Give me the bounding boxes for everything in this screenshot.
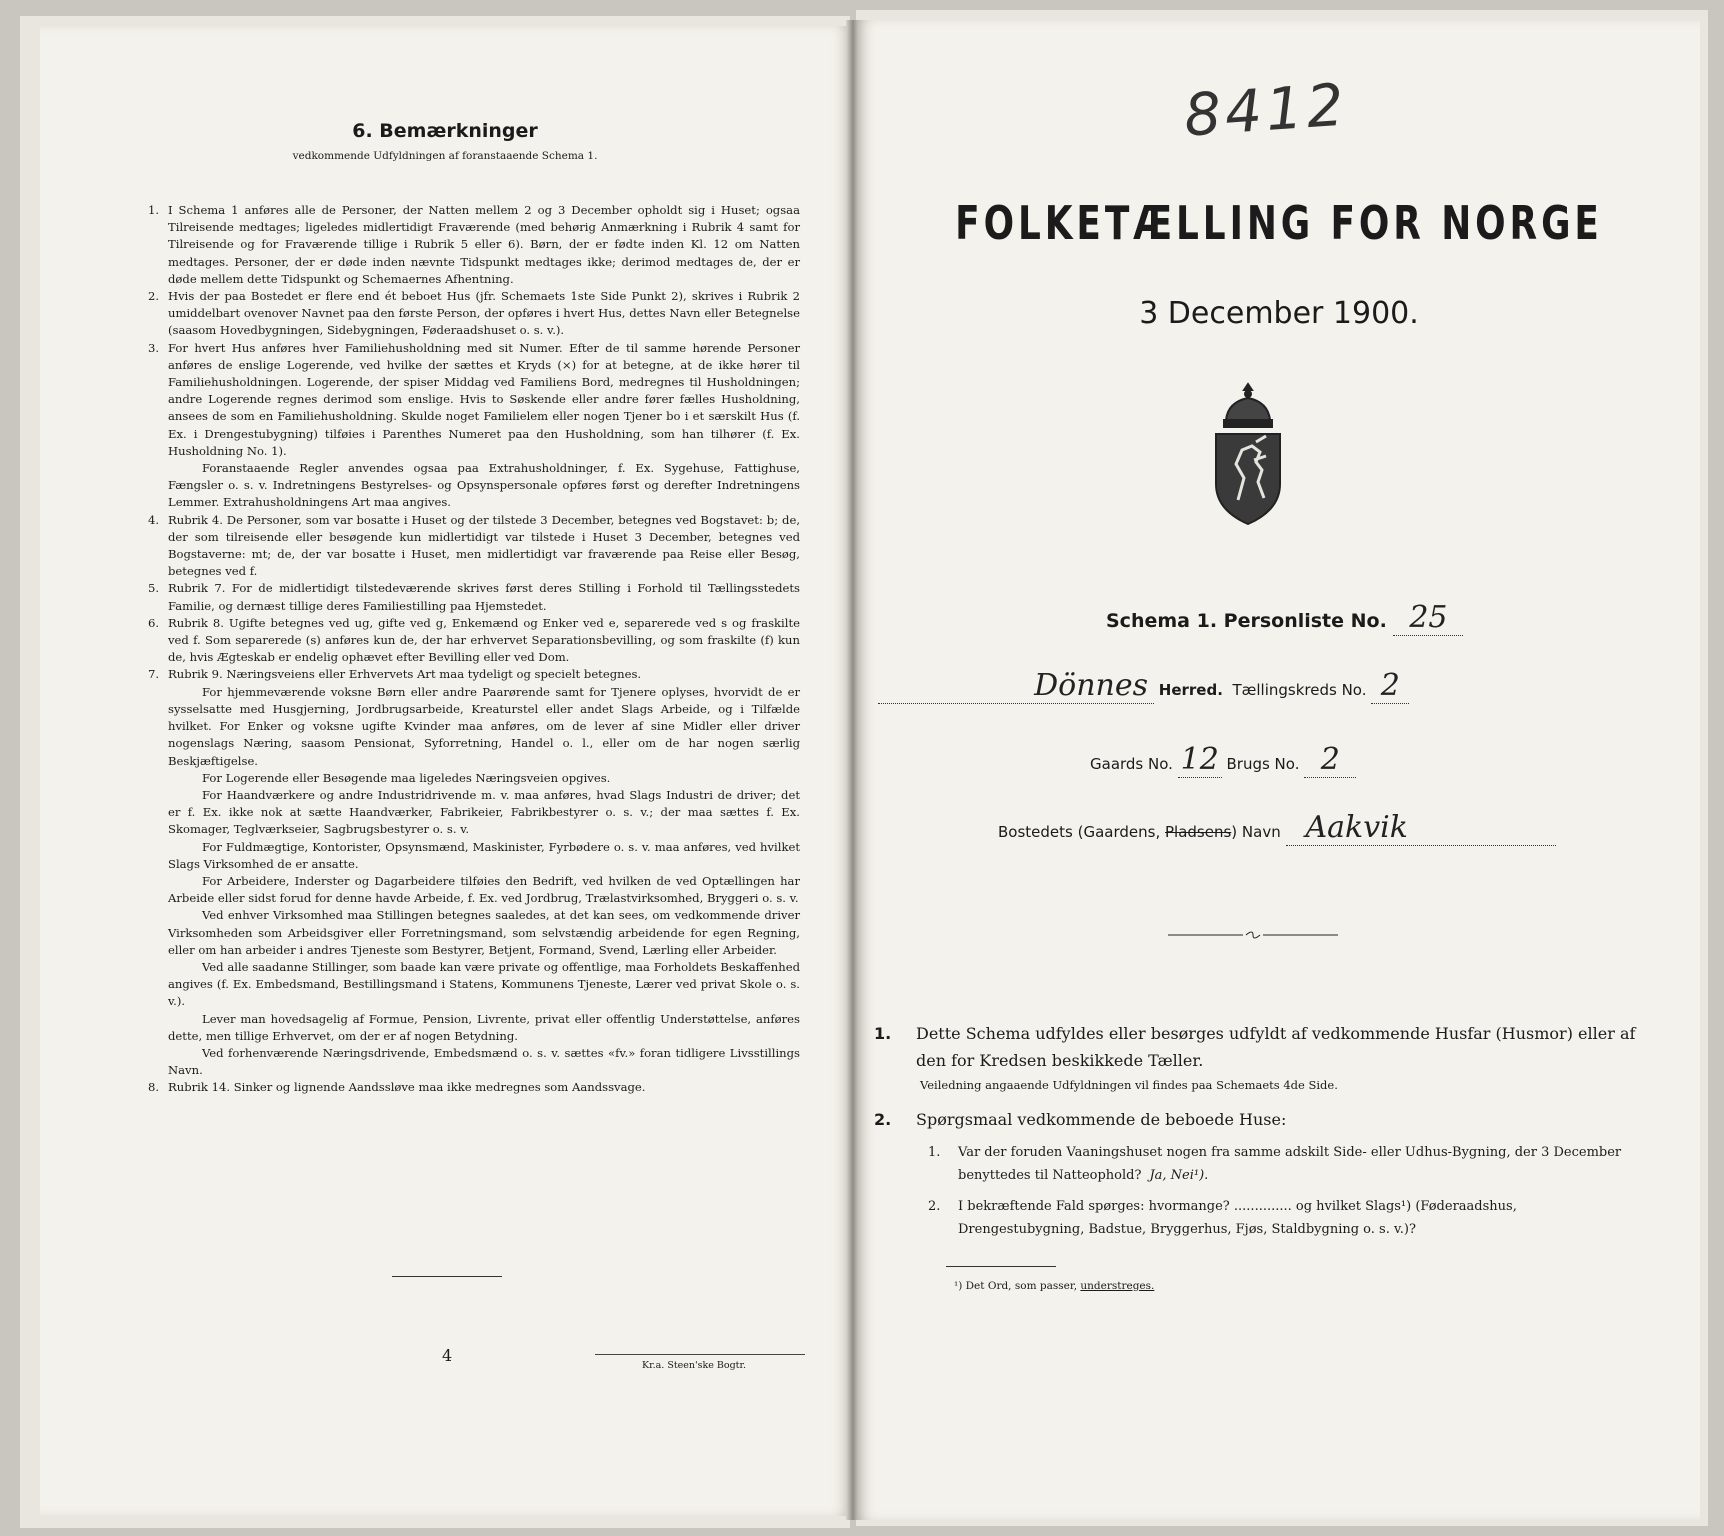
footnote [954,1280,1154,1292]
remark-number: 5. [148,581,160,596]
bosted-field[interactable] [1286,810,1556,846]
remark-item [150,288,800,340]
remark-item [150,615,800,667]
remark-number: 1. [148,203,160,217]
handwritten-archive-number: 8412 [1181,70,1350,150]
norway-coat-of-arms-icon [1198,380,1298,530]
answer-options[interactable]: Ja, Nei¹). [1149,1168,1209,1183]
remark-paragraph: For hjemmeværende voksne Børn eller andre Paarørende samt for Tjenere oplyses, hvorvidt de er sysselsatte med Husgjerning, Jordbrugsarbeide, Kreaturstel eller andet Slags Arbeide, og i Tilfælde hvilket. For Enker og voksne ugifte Kvinder maa anføres, om de lever af sine Midler eller driver nogenslags Næring, saasom Pensionat, Syforretning, Handel o. l., eller om de har nogen særlig Beskjæftigelse. [168,684,800,768]
brugs-label: Brugs No. [1226,755,1300,773]
right-page [858,20,1700,1520]
remark-paragraph: Foranstaaende Regler anvendes ogsaa paa Extrahusholdninger, f. Ex. Sygehuse, Fattighuse, Fængsler o. s. v. Indretningens Bestyrelses- og Opsynspersonale opføres først og derefter Indretningens Lemmer. Extrahusholdningens Art maa angives. [168,461,800,510]
remark-paragraph: Hvis der paa Bostedet er flere end ét beboet Hus (jfr. Schemaets 1ste Side Punkt 2), skrives i Rubrik 2 umiddelbart ovenover Navnet paa den første Person, der opføres i hvert Hus, dettes Navn eller Betegnelse (saasom Hovedbygningen, Sidebygningen, Føderaadshuset o. s. v.). [168,289,800,338]
remarks-title: 6. Bemærkninger [352,120,538,142]
remark-number: 6. [148,615,160,630]
schema-line [1106,600,1463,636]
printer-imprint: Kr.a. Steen'ske Bogtr. [642,1360,747,1371]
question-item [874,1195,1644,1241]
remark-item [150,512,800,581]
herred-label: Herred. [1158,681,1223,699]
remark-item [150,202,800,288]
census-date: 3 December 1900. [1139,296,1419,331]
remark-paragraph: Rubrik 8. Ugifte betegnes ved ug, gifte ved g, Enkemænd og Enker ved e, separerede ved s og fraskilte ved f. Som separerede (s) anføres kun de, der har erhvervet Separationsbevilling, og som fraskilte (f) kun de, hvis Ægteskab er endelig ophævet efter Bevilling eller ved Dom. [168,615,800,665]
remarks-subtitle: vedkommende Udfyldningen af foranstaaende Schema 1. [292,150,598,162]
remark-paragraph: Rubrik 7. For de midlertidigt tilstedeværende skrives først deres Stilling i Forhold til Tællingsstedets Familie, og dernæst tillige deres Familiestilling paa Hjemstedet. [168,581,800,613]
bosted-label-struck: Pladsens [1165,823,1232,841]
personliste-number: 25 [1409,600,1448,635]
question-item [874,1141,1644,1187]
instruction-item [874,1020,1644,1074]
remark-number: 7. [148,667,160,682]
footnote-underlined: understreges. [1080,1280,1155,1292]
gaards-number: 12 [1180,742,1219,777]
remark-item [150,580,800,614]
bosted-row [998,810,1556,846]
remark-paragraph: Ved alle saadanne Stillinger, som baade kan være private og offentlige, maa Forholdets Beskaffenhed angives (f. Ex. Embedsmand, Bestillingsmand i Statens, Kommunens Tjeneste, Lærer ved privat Skole o. s. v.). [168,959,800,1009]
footnote-text: ¹) Det Ord, som passer, [954,1280,1078,1292]
instruction-text: Spørgsmaal vedkommende de beboede Huse: [916,1110,1287,1129]
remark-paragraph: For Fuldmægtige, Kontorister, Opsynsmænd, Maskinister, Fyrbødere o. s. v. maa anføres, ved hvilket Slags Virksomhed de er ansatte. [168,839,800,871]
remark-paragraph: Rubrik 9. Næringsveiens eller Erhvervets Art maa tydeligt og specielt betegnes. [168,667,642,682]
bosted-label-pre: Bostedets (Gaardens, [998,823,1161,841]
census-title: FOLKETÆLLING FOR NORGE [955,196,1603,250]
remark-paragraph: Lever man hovedsagelig af Formue, Pension, Livrente, privat eller offentlig Understøttelse, anføres dette, men tillige Erhvervet, om der er af nogen Betydning. [168,1011,800,1043]
remarks-list [150,202,800,1097]
schema-label: Schema 1. Personliste No. [1106,610,1387,632]
gaards-field[interactable] [1178,742,1222,778]
question-text: Var der foruden Vaaningshuset nogen fra samme adskilt Side- eller Udhus-Bygning, der 3 December benyttedes til Natteophold? [958,1145,1622,1183]
remark-paragraph: For hvert Hus anføres hver Familiehusholdning med sit Numer. Efter de til samme hørende Personer anføres de enslige Logerende, ved hvilke der sættes et Kryds (×) for at betegne, at de ikke hører til Familiehusholdningen. Logerende, der spiser Middag ved Familiens Bord, medregnes til Husholdningen; andre Logerende regnes derimod som enslige. Hvis to Søskende eller andre fører fælles Husholdning, ansees de som en Familiehusholdning. Skulde noget Familielem eller nogen Tjener bo i et særskilt Hus (f. Ex. i Drengestubygning) tilføies i Parenthes Numeret paa den Husholdning, som han tilhører (f. Ex. Husholdning No. 1). [168,340,800,458]
footnote-rule [946,1266,1056,1267]
remark-paragraph: Ved enhver Virksomhed maa Stillingen betegnes saaledes, at det kan sees, om vedkommende driver Virksomheden som Arbeidsgiver eller Forretningsmand, som selvstændig arbeidende for egen Regning, eller om han arbeider i andres Tjeneste som Bestyrer, Betjent, Formand, Svend, Lærling eller Arbeider. [168,908,800,957]
remark-number: 2. [148,289,160,304]
remark-number: 8. [148,1080,160,1095]
remark-item [150,340,800,512]
remark-paragraph: Rubrik 14. Sinker og lignende Aandssløve maa ikke medregnes som Aandssvage. [168,1080,646,1095]
remark-number: 4. [148,512,160,527]
divider-line [392,1276,502,1277]
instruction-note: Veiledning angaaende Udfyldningen vil findes paa Schemaets 4de Side. [920,1078,1338,1092]
remark-paragraph: Ved forhenværende Næringsdrivende, Embedsmænd o. s. v. sættes «fv.» foran tidligere Livsstillings Navn. [168,1045,800,1078]
remark-paragraph: Rubrik 4. De Personer, som var bosatte i Huset og der tilstede 3 December, betegnes ved Bogstavet: b; de, der som tilreisende eller besøgende kun midlertidigt var tilstede i Huset 3 December, betegnes ved Bogstaverne: mt; de, der var bosatte i Huset, men midlertidigt var fraværende paa Reise eller Besøg, betegnes ved f. [168,512,800,579]
remark-item [150,1079,800,1096]
remark-paragraph: I Schema 1 anføres alle de Personer, der Natten mellem 2 og 3 December opholdt sig i Huset; ogsaa Tilreisende medtages; ligeledes midlertidigt Fraværende (med behørig Anmærkning i Rubrik 4 samt for Tilreisende og for Fraværende tillige i Rubrik 5 eller 6). Børn, der er fødte inden Kl. 12 om Natten medtages. Personer, der er døde inden nævnte Tidspunkt medtages ikke; derimod medtages de, der er døde mellem dette Tidspunkt og Schemaernes Afhentning. [168,203,800,286]
bosted-label-post: ) Navn [1231,823,1281,841]
remark-number: 3. [148,340,160,355]
herred-field[interactable] [878,668,1154,704]
question-number: 1. [928,1145,941,1160]
remark-item [150,666,800,1079]
kreds-field[interactable] [1371,668,1409,704]
question-text: I bekræftende Fald spørges: hvormange? .............. og hvilket Slags¹) (Føderaadshus, Drengestubygning, Badstue, Bryggerhus, Fjøs, Staldbygning o. s. v.)? [958,1199,1517,1237]
instruction-number: 1. [874,1024,892,1043]
brugs-field[interactable] [1304,742,1356,778]
personliste-field[interactable] [1393,600,1463,636]
remark-paragraph: For Arbeidere, Inderster og Dagarbeidere tilføies den Bedrift, ved hvilken de ved Optællingen har Arbeide eller sidst forud for denne havde Arbeide, f. Ex. ved Jordbrug, Trælastvirksomhed, Bryggeri o. s. v. [168,873,800,906]
question-number: 2. [928,1199,941,1214]
brugs-number: 2 [1320,742,1340,777]
remark-paragraph: For Haandværkere og andre Industridrivende m. v. maa anføres, hvad Slags Industri de driver; det er f. Ex. ikke nok at sætte Haandværker, Fabrikeier, Fabrikbestyrer o. s. v.; der maa sættes f. Ex. Skomager, Teglværkseier, Sagbrugsbestyrer o. s. v. [168,787,800,837]
left-page [40,26,852,1516]
instruction-text: Dette Schema udfyldes eller besørges udfyldt af vedkommende Husfar (Husmor) eller af den for Kredsen beskikkede Tæller. [916,1024,1636,1070]
instruction-number: 2. [874,1110,892,1129]
instruction-item [874,1106,1644,1133]
bosted-value: Aakvik [1305,810,1408,845]
gaard-brug-row [1090,742,1356,778]
kreds-label: Tællingskreds No. [1232,681,1367,699]
ornament-divider-icon [1168,930,1338,940]
remark-paragraph: For Logerende eller Besøgende maa ligeledes Næringsveien opgives. [202,770,611,785]
instructions-block [874,1020,1644,1241]
herred-row [878,668,1409,704]
page-number: 4 [442,1346,453,1365]
herred-value: Dönnes [1034,668,1148,703]
gaards-label: Gaards No. [1090,755,1173,773]
kreds-number: 2 [1380,668,1400,703]
printer-rule [595,1354,805,1355]
